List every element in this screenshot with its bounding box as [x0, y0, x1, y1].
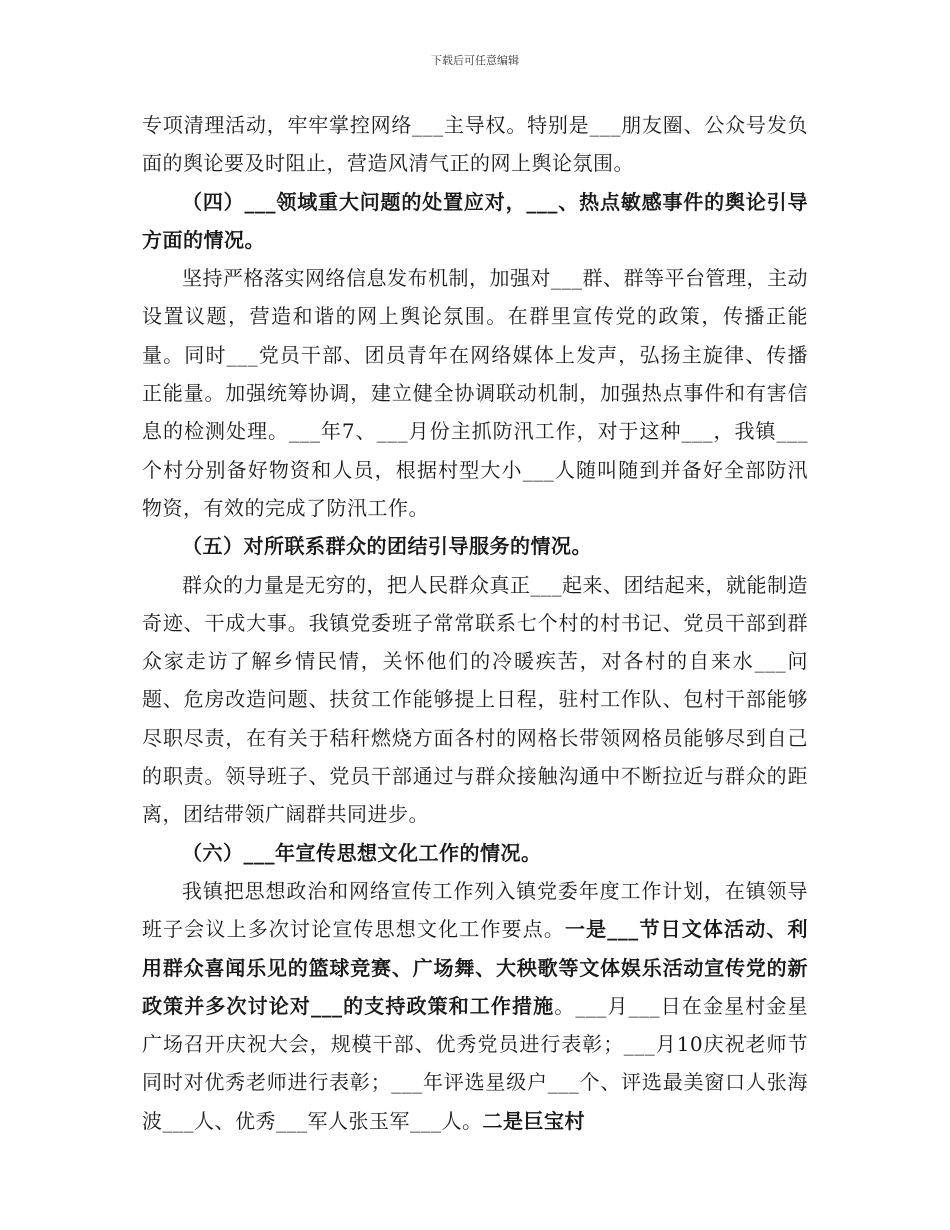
- paragraph-text-bold-second: 二是巨宝村: [482, 1108, 585, 1133]
- paragraph-text-plain: 我镇把思想政治和网络宣传工作列入镇党委年度工作计划，在镇领导班子会议上多次讨论宣传思想文化工作要点。: [142, 878, 808, 942]
- paragraph-continuation: 专项清理活动，牢牢掌控网络___主导权。特别是___朋友圈、公众号发负面的舆论要及时阻止，营造风清气正的网上舆论氛围。: [142, 113, 808, 176]
- document-body: [142, 106, 808, 1140]
- section-heading-6: （六）___年宣传思想文化工作的情况。: [182, 840, 542, 865]
- page-header: 下载后可任意编辑: [431, 54, 519, 67]
- paragraph-network-management: 坚持严格落实网络信息发布机制，加强对___群、群等平台管理，主动设置议题，营造和谐的网上舆论氛围。在群里宣传党的政策，传播正能量。同时___党员干部、团员青年在网络媒体上发声，弘扬主旋律、传播正能量。加强统筹协调，建立健全协调联动机制，加强热点事件和有害信息的检测处理。___年7、___月份主抓防汛工作，对于这种___，我镇___个村分别备好物资和人员，根据村型大小___人随叫随到并备好全部防汛物资，有效的完成了防汛工作。: [142, 266, 808, 520]
- paragraph-text-plain-2: 。___月___日在金星村金星广场召开庆祝大会，规模干部、优秀党员进行表彰；___月10庆祝老师节同时对优秀老师进行表彰；___年评选星级户___个、评选最美窗口人张海波___人、优秀___军人张玉军___人。: [142, 993, 809, 1133]
- paragraph-mass-guidance: 群众的力量是无穷的，把人民群众真正___起来、团结起来，就能制造奇迹、干成大事。我镇党委班子常常联系七个村的村书记、党员干部到群众家走访了解乡情民情，关怀他们的冷暖疾苦，对各村的自来水___问题、危房改造问题、扶贫工作能够提上日程，驻村工作队、包村干部能够尽职尽责，在有关于秸秆燃烧方面各村的网格长带领网格员能够尽到自己的职责。领导班子、党员干部通过与群众接触沟通中不断拉近与群众的距离，团结带领广阔群共同进步。: [142, 572, 808, 827]
- paragraph-text-bold-first: 一是___节日文体活动、利用群众喜闻乐见的篮球竞赛、广场舞、大秧歌等文体娱乐活动宣传党的新政策并多次讨论对___的支持政策和工作措施: [142, 917, 808, 1018]
- section-heading-5: （五）对所联系群众的团结引导服务的情况。: [182, 534, 592, 559]
- section-heading-4: （四）___领域重大问题的处置应对，___、热点敏感事件的舆论引导方面的情况。: [142, 189, 808, 252]
- paragraph-culture-work: [142, 872, 808, 1140]
